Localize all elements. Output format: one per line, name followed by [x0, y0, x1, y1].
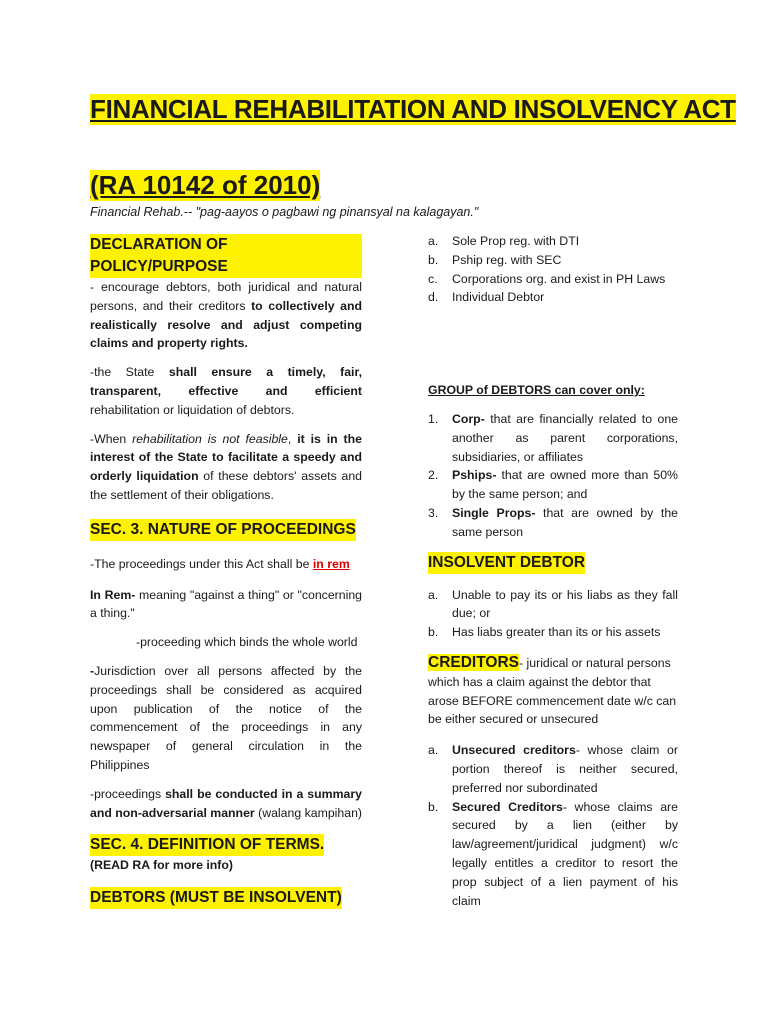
sec3-paragraph-4: -Jurisdiction over all persons affected by the proceedings shall be considered as acquired upon publication of the notice of the commencement of the proceedings in any newspaper of general circulation in the Philippines: [90, 663, 362, 772]
sec3-paragraph-2: In Rem- meaning "against a thing" or "concerning a thing.": [90, 587, 363, 621]
group-debtors-heading: GROUP of DEBTORS can cover only:: [428, 383, 645, 398]
policy-paragraph-2: -the State shall ensure a timely, fair, transparent, effective and efficient rehabilitation or liquidation of debtors.: [90, 365, 362, 417]
policy-paragraph-3: -When rehabilitation is not feasible, it is in the interest of the State to facilitate a speedy and orderly liquidation of these debtors' assets and the settlement of their obligations.: [90, 431, 362, 502]
group-debtors-list: [428, 410, 678, 542]
sec4-note: (READ RA for more info): [90, 858, 233, 873]
sec3-paragraph-3: -proceeding which binds the whole world: [136, 635, 358, 650]
list-item: a. Sole Prop reg. with DTI: [428, 234, 580, 248]
insolvent-debtor-heading: INSOLVENT DEBTOR: [428, 552, 585, 574]
creditors-heading: CREDITORS: [428, 653, 520, 671]
policy-paragraph-1: - encourage debtors, both juridical and natural persons, and their creditors to collectively and realistically resolve and adjust competing claims and property rights.: [90, 280, 363, 351]
policy-heading: DECLARATION OF POLICY/PURPOSE: [90, 234, 362, 278]
sec4-heading: SEC. 4. DEFINITION OF TERMS.: [90, 834, 324, 856]
list-item: b. Pship reg. with SEC: [428, 252, 562, 267]
in-rem-emphasis: in rem: [312, 556, 350, 571]
debtors-heading: DEBTORS (MUST BE INSOLVENT): [90, 887, 342, 909]
list-item: 2. Pships- that are owned more than 50% by the same person; and: [428, 468, 678, 502]
document-title: FINANCIAL REHABILITATION AND INSOLVENCY ACT: [90, 94, 736, 124]
right-column: [428, 232, 678, 910]
sec3-paragraph-5: -proceedings shall be conducted in a summary and non-adversarial manner (walang kampihan): [90, 786, 363, 820]
list-item: b. Secured Creditors- whose claims are secured by a lien (either by law/agreement/juridical judgment) w/c legally entitles a creditor to resort the prop subject of a lien payment of his claim: [428, 799, 678, 908]
debtor-types-list: [428, 232, 678, 307]
list-item: b. Has liabs greater than its or his assets: [428, 625, 661, 640]
sec4-block: [90, 834, 362, 875]
list-item: d. Individual Debtor: [428, 290, 545, 305]
list-item: c. Corporations org. and exist in PH Laws: [428, 271, 666, 286]
left-column: [90, 234, 362, 923]
list-item: a. Unsecured creditors- whose claim or portion thereof is neither secured, preferred nor subordinated: [428, 743, 678, 795]
sec3-heading: SEC. 3. NATURE OF PROCEEDINGS: [90, 519, 356, 541]
ra-title: (RA 10142 of 2010): [90, 170, 321, 200]
insolvent-debtor-list: [428, 586, 678, 642]
sec3-paragraph-1: -The proceedings under this Act shall be in rem: [90, 556, 350, 571]
subtitle: Financial Rehab.-- "pag-aayos o pagbawi ng pinansyal na kalagayan.": [90, 205, 479, 219]
list-item: 1. Corp- that are financially related to one another as parent corporations, subsidiaries, or affiliates: [428, 411, 678, 464]
creditors-definition: CREDITORS- juridical or natural persons which has a claim against the debtor that arose BEFORE commencement date w/c can be either secured or unsecured: [428, 653, 677, 727]
list-item: 3. Single Props- that are owned by the same person: [428, 505, 678, 539]
list-item: a. Unable to pay its or his liabs as they fall due; or: [428, 587, 678, 621]
creditors-list: [428, 741, 678, 910]
